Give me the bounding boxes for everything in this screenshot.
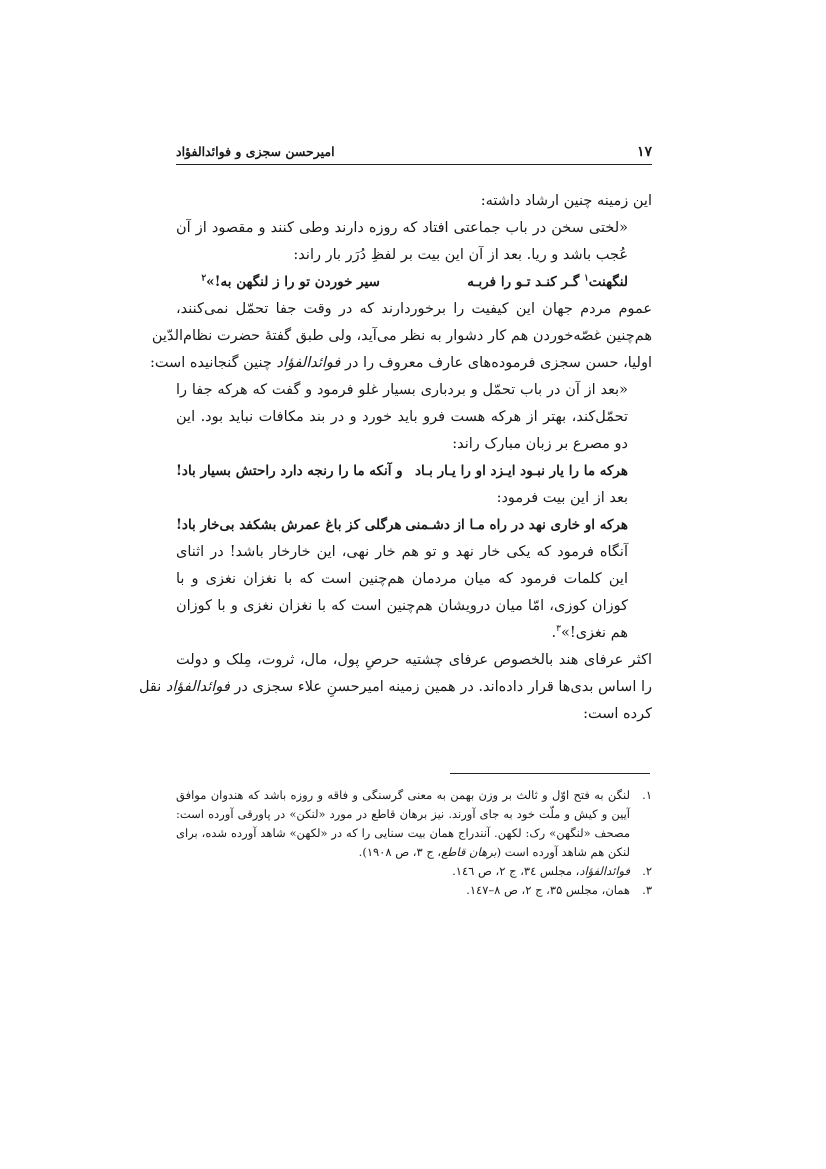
paragraph-line: کرده است: xyxy=(583,706,652,722)
footnote-3 xyxy=(176,881,652,900)
footnote-2 xyxy=(176,862,652,881)
footnote-text: فوائدالفؤاد، مجلس ۳٤، ج ۲، ص ۱٤٦. xyxy=(452,864,630,878)
footnote-1 xyxy=(176,786,652,862)
quote-line: آنگاه فرمود که یکی خار نهد و تو هم خار نهی، این خارخار باشد! در اثنای xyxy=(176,544,628,560)
footnote-line: لنکن هم شاهد آورده است (برهان قاطع، ج ۳، ص ۱۹۰۸). xyxy=(358,845,630,859)
paragraph-line: اولیا، حسن سجزی فرموده‌های عارف معروف را در فوائدالفؤاد چنین گنجانیده است: xyxy=(149,355,652,371)
quote-line: هم نغزی!»$^۳$. xyxy=(551,624,628,641)
footnote-number: ۳. xyxy=(642,883,652,897)
verse-line xyxy=(176,269,628,296)
quote-line: دو مصرع بر زبان مبارک راند: xyxy=(452,436,628,452)
quote-line: تحمّل‌کند، بهتر از هرکه هست فرو باید خورد و در بند مکافات نباید بود. این xyxy=(176,409,628,425)
footnote-line: آیین و کیش و ملّت خود به جای آورند. نیز برهان قاطع در مورد «لنکن» در پاورقی آورده است: xyxy=(176,807,630,821)
verse-hemistich-1: هرکه او خاری نهد در راه مـا از دشـمنی xyxy=(405,517,628,533)
paragraph-line: عموم مردم جهان این کیفیت را برخوردارند که در وقت جفا تحمّل نمی‌کنند، xyxy=(176,301,652,317)
footnotes xyxy=(176,786,652,900)
book-title: فوائدالفؤاد xyxy=(165,679,230,695)
book-title: فوائدالفؤاد xyxy=(276,355,341,371)
quote-line: بعد از این بیت فرمود: xyxy=(496,490,628,506)
verse-hemistich-2: و آنکه ما را رنجه دارد راحتش بسیار باد! xyxy=(176,463,403,479)
verse-line xyxy=(176,512,628,539)
book-title: برهان قاطع xyxy=(441,845,497,859)
footnote-separator xyxy=(450,773,650,774)
verse-line xyxy=(176,458,628,485)
footnote-text: همان، مجلس ۳۵، ج ۲، ص ۸–۱٤۷. xyxy=(466,883,630,897)
paragraph-line: را اساس بدی‌ها قرار داده‌اند. در همین زمینه امیرحسنِ علاء سجزی در فوائدالفؤاد نقل xyxy=(138,679,652,695)
footnote-number: ۲. xyxy=(642,864,652,878)
verse-hemistich-2: هرگلی کز باغ عمرش بشکفد بی‌خار باد! xyxy=(176,517,402,533)
quote-line: «لختی سخن در باب جماعتی افتاد که روزه دارند وطی کنند و مقصود از آن xyxy=(176,220,628,236)
quote-line: «بعد از آن در باب تحمّل و بردباری بسیار غلو فرمود و گفت که هرکه جفا را xyxy=(176,382,628,398)
footnote-line: لنگن به فتح اوّل و ثالث بر وزن بهمن به معنی گرسنگی و فاقه و روزه باشد که هندوان موافق xyxy=(176,788,630,802)
paragraph-line: هم‌چنین غصّه‌خوردن هم کار دشوار به نظر می‌آید، ولی طبق گفتهٔ حضرت نظام‌الدّین xyxy=(151,328,652,344)
footnote-number: ۱. xyxy=(642,788,652,802)
quote-line: این کلمات فرمود که میان مردمان هم‌چنین است که با نغزان نغزی و با xyxy=(176,571,628,587)
quote-line: کوزان کوزی، امّا میان درویشان هم‌چنین است که با نغزان نغزی و با کوزان xyxy=(176,598,628,614)
verse-hemistich-1: هرکه ما را یار نبـود ایـزد او را یـار بـاد xyxy=(415,463,628,479)
quote-line: عُجب باشد و ریا. بعد از آن این بیت بر لفظِ دُرَر بار راند: xyxy=(293,247,628,263)
verse-hemistich-1: لنگهنت$^۱$ گـر کنـد تـو را فربـه xyxy=(467,273,628,290)
paragraph-line: این زمینه چنین ارشاد داشته: xyxy=(480,193,652,209)
running-title: امیرحسن سجزی و فوائدالفؤاد xyxy=(176,144,335,159)
footnote-ref: ۳ xyxy=(556,624,561,635)
footnote-line: مصحف «لنگهن» رک: لکهن. آنندراج همان بیت سنایی را که در «لکهن» شاهد آورده شده، برای xyxy=(176,826,630,840)
page-number: ۱۷ xyxy=(636,144,652,160)
verse-hemistich-2: سیر خوردن تو را ز لنگهن به!»$^۲$ xyxy=(201,273,380,290)
footnote-ref: ۱ xyxy=(583,273,589,284)
running-header xyxy=(176,140,652,165)
main-text xyxy=(138,188,652,728)
footnote-ref: ۲ xyxy=(201,273,207,284)
paragraph-line: اکثر عرفای هند بالخصوص عرفای چشتیه حرصِ پول، مال، ثروت، مِلک و دولت xyxy=(176,652,652,668)
book-title: فوائدالفؤاد xyxy=(579,864,630,878)
